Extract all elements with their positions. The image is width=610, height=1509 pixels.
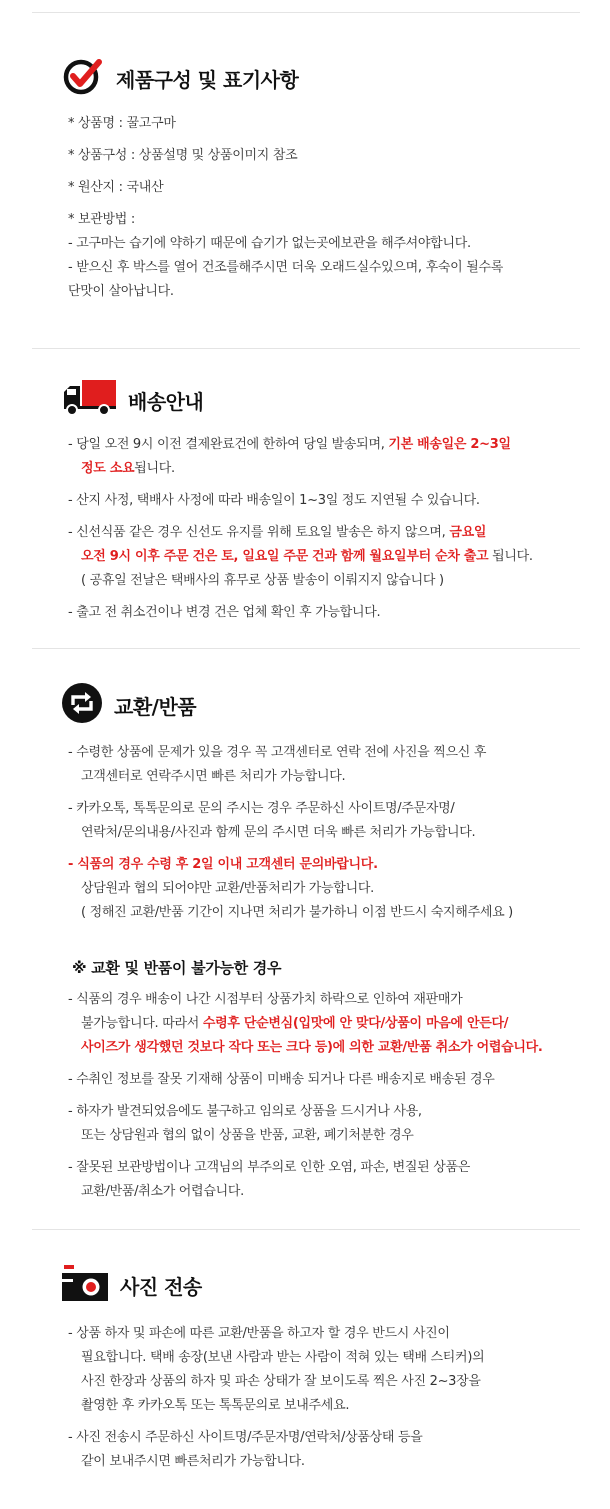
storage-method: * 보관방법 : - 고구마는 습기에 약하기 때문에 습기가 없는곳에보관을 해주셔야합니다. - 받으신 후 박스를 열어 건조를해주시면 더욱 오래드실수있으며, 후숙이 될수록 단맛이 살아납니다. xyxy=(68,212,503,299)
section-divider xyxy=(32,1229,580,1230)
camera-icon xyxy=(62,1265,108,1305)
exchange-title: 교환/반품 xyxy=(114,694,197,719)
list-item: - 잘못된 보관방법이나 고객님의 부주의로 인한 오염, 파손, 변질된 상품은 교환/반품/취소가 어렵습니다. xyxy=(68,1160,471,1199)
photo-title: 사진 전송 xyxy=(120,1274,202,1299)
photo-heading xyxy=(62,1265,202,1305)
not-allowed-title: ※ 교환 및 반품이 불가능한 경우 xyxy=(72,959,282,977)
list-item: - 하자가 발견되었음에도 불구하고 임의로 상품을 드시거나 사용, 또는 상담원과 협의 없이 상품을 반품, 교환, 폐기처분한 경우 xyxy=(68,1104,422,1143)
list-item: - 사진 전송시 주문하신 사이트명/주문자명/연락처/상품상태 등을 같이 보내주시면 빠른처리가 가능합니다. xyxy=(68,1430,423,1469)
product-info-title: 제품구성 및 표기사항 xyxy=(116,67,299,92)
delivery-heading xyxy=(62,380,203,420)
list-item: - 신선식품 같은 경우 신선도 유지를 위해 토요일 발송은 하지 않으며, 금요일 오전 9시 이후 주문 건은 토, 일요일 주문 건과 함께 월요일부터 순차 출고 됩니다. ( 공휴일 전날은 택배사의 휴무로 상품 발송이 이뤄지지 않습니다 ) xyxy=(68,525,533,588)
list-item: - 수취인 정보를 잘못 기재해 상품이 미배송 되거나 다른 배송지로 배송된 경우 xyxy=(68,1072,495,1087)
product-info-heading xyxy=(62,56,298,100)
checkmark-circle-icon xyxy=(62,56,104,100)
list-item: - 식품의 경우 수령 후 2일 이내 고객센터 문의바랍니다. 상담원과 협의 되어야만 교환/반품처리가 가능합니다. ( 정해진 교환/반품 기간이 지나면 처리가 불가하니 이점 반드시 숙지해주세요 ) xyxy=(68,857,513,920)
list-item: * 상품명 : 꿀고구마 xyxy=(68,116,176,131)
list-item: - 수령한 상품에 문제가 있을 경우 꼭 고객센터로 연락 전에 사진을 찍으신 후 고객센터로 연락주시면 빠른 처리가 가능합니다. xyxy=(68,745,487,784)
list-item: - 식품의 경우 배송이 나간 시점부터 상품가치 하락으로 인하여 재판매가 불가능합니다. 따라서 수령후 단순변심(입맛에 안 맞다/상품이 마음에 안든다/ 사이즈가 생각했던 것보다 작다 또는 크다 등)에 의한 교환/반품 취소가 어렵습니다. xyxy=(68,992,543,1055)
list-item: - 상품 하자 및 파손에 따른 교환/반품을 하고자 할 경우 반드시 사진이 필요합니다. 택배 송장(보낸 사람과 받는 사람이 적혀 있는 택배 스티커)의 사진 한장과 상품의 하자 및 파손 상태가 잘 보이도록 찍은 사진 2~3장을 촬영한 후 카카오톡 또는 톡톡문의로 보내주세요. xyxy=(68,1326,485,1413)
list-item: - 당일 오전 9시 이전 결제완료건에 한하여 당일 발송되며, 기본 배송일은 2~3일 정도 소요됩니다. xyxy=(68,437,511,476)
delivery-body xyxy=(68,433,598,633)
list-item: * 원산지 : 국내산 xyxy=(68,180,164,195)
section-divider xyxy=(32,648,580,649)
list-item: - 출고 전 취소건이나 변경 건은 업체 확인 후 가능합니다. xyxy=(68,605,381,620)
delivery-truck-icon xyxy=(62,380,116,420)
list-item: - 산지 사정, 택배사 사정에 따라 배송일이 1~3일 정도 지연될 수 있습니다. xyxy=(68,493,480,508)
product-info-body xyxy=(68,112,598,304)
section-divider xyxy=(32,348,580,349)
delivery-title: 배송안내 xyxy=(128,389,204,414)
photo-body xyxy=(68,1322,598,1482)
exchange-heading xyxy=(62,683,196,727)
exchange-body xyxy=(68,741,598,933)
not-allowed-body xyxy=(68,988,598,1212)
list-item: - 카카오톡, 톡톡문의로 문의 주시는 경우 주문하신 사이트명/주문자명/ 연락처/문의내용/사진과 함께 문의 주시면 더욱 빠른 처리가 가능합니다. xyxy=(68,801,476,840)
section-divider xyxy=(32,12,580,13)
list-item: * 상품구성 : 상품설명 및 상품이미지 참조 xyxy=(68,148,298,163)
exchange-arrows-icon xyxy=(62,683,102,727)
